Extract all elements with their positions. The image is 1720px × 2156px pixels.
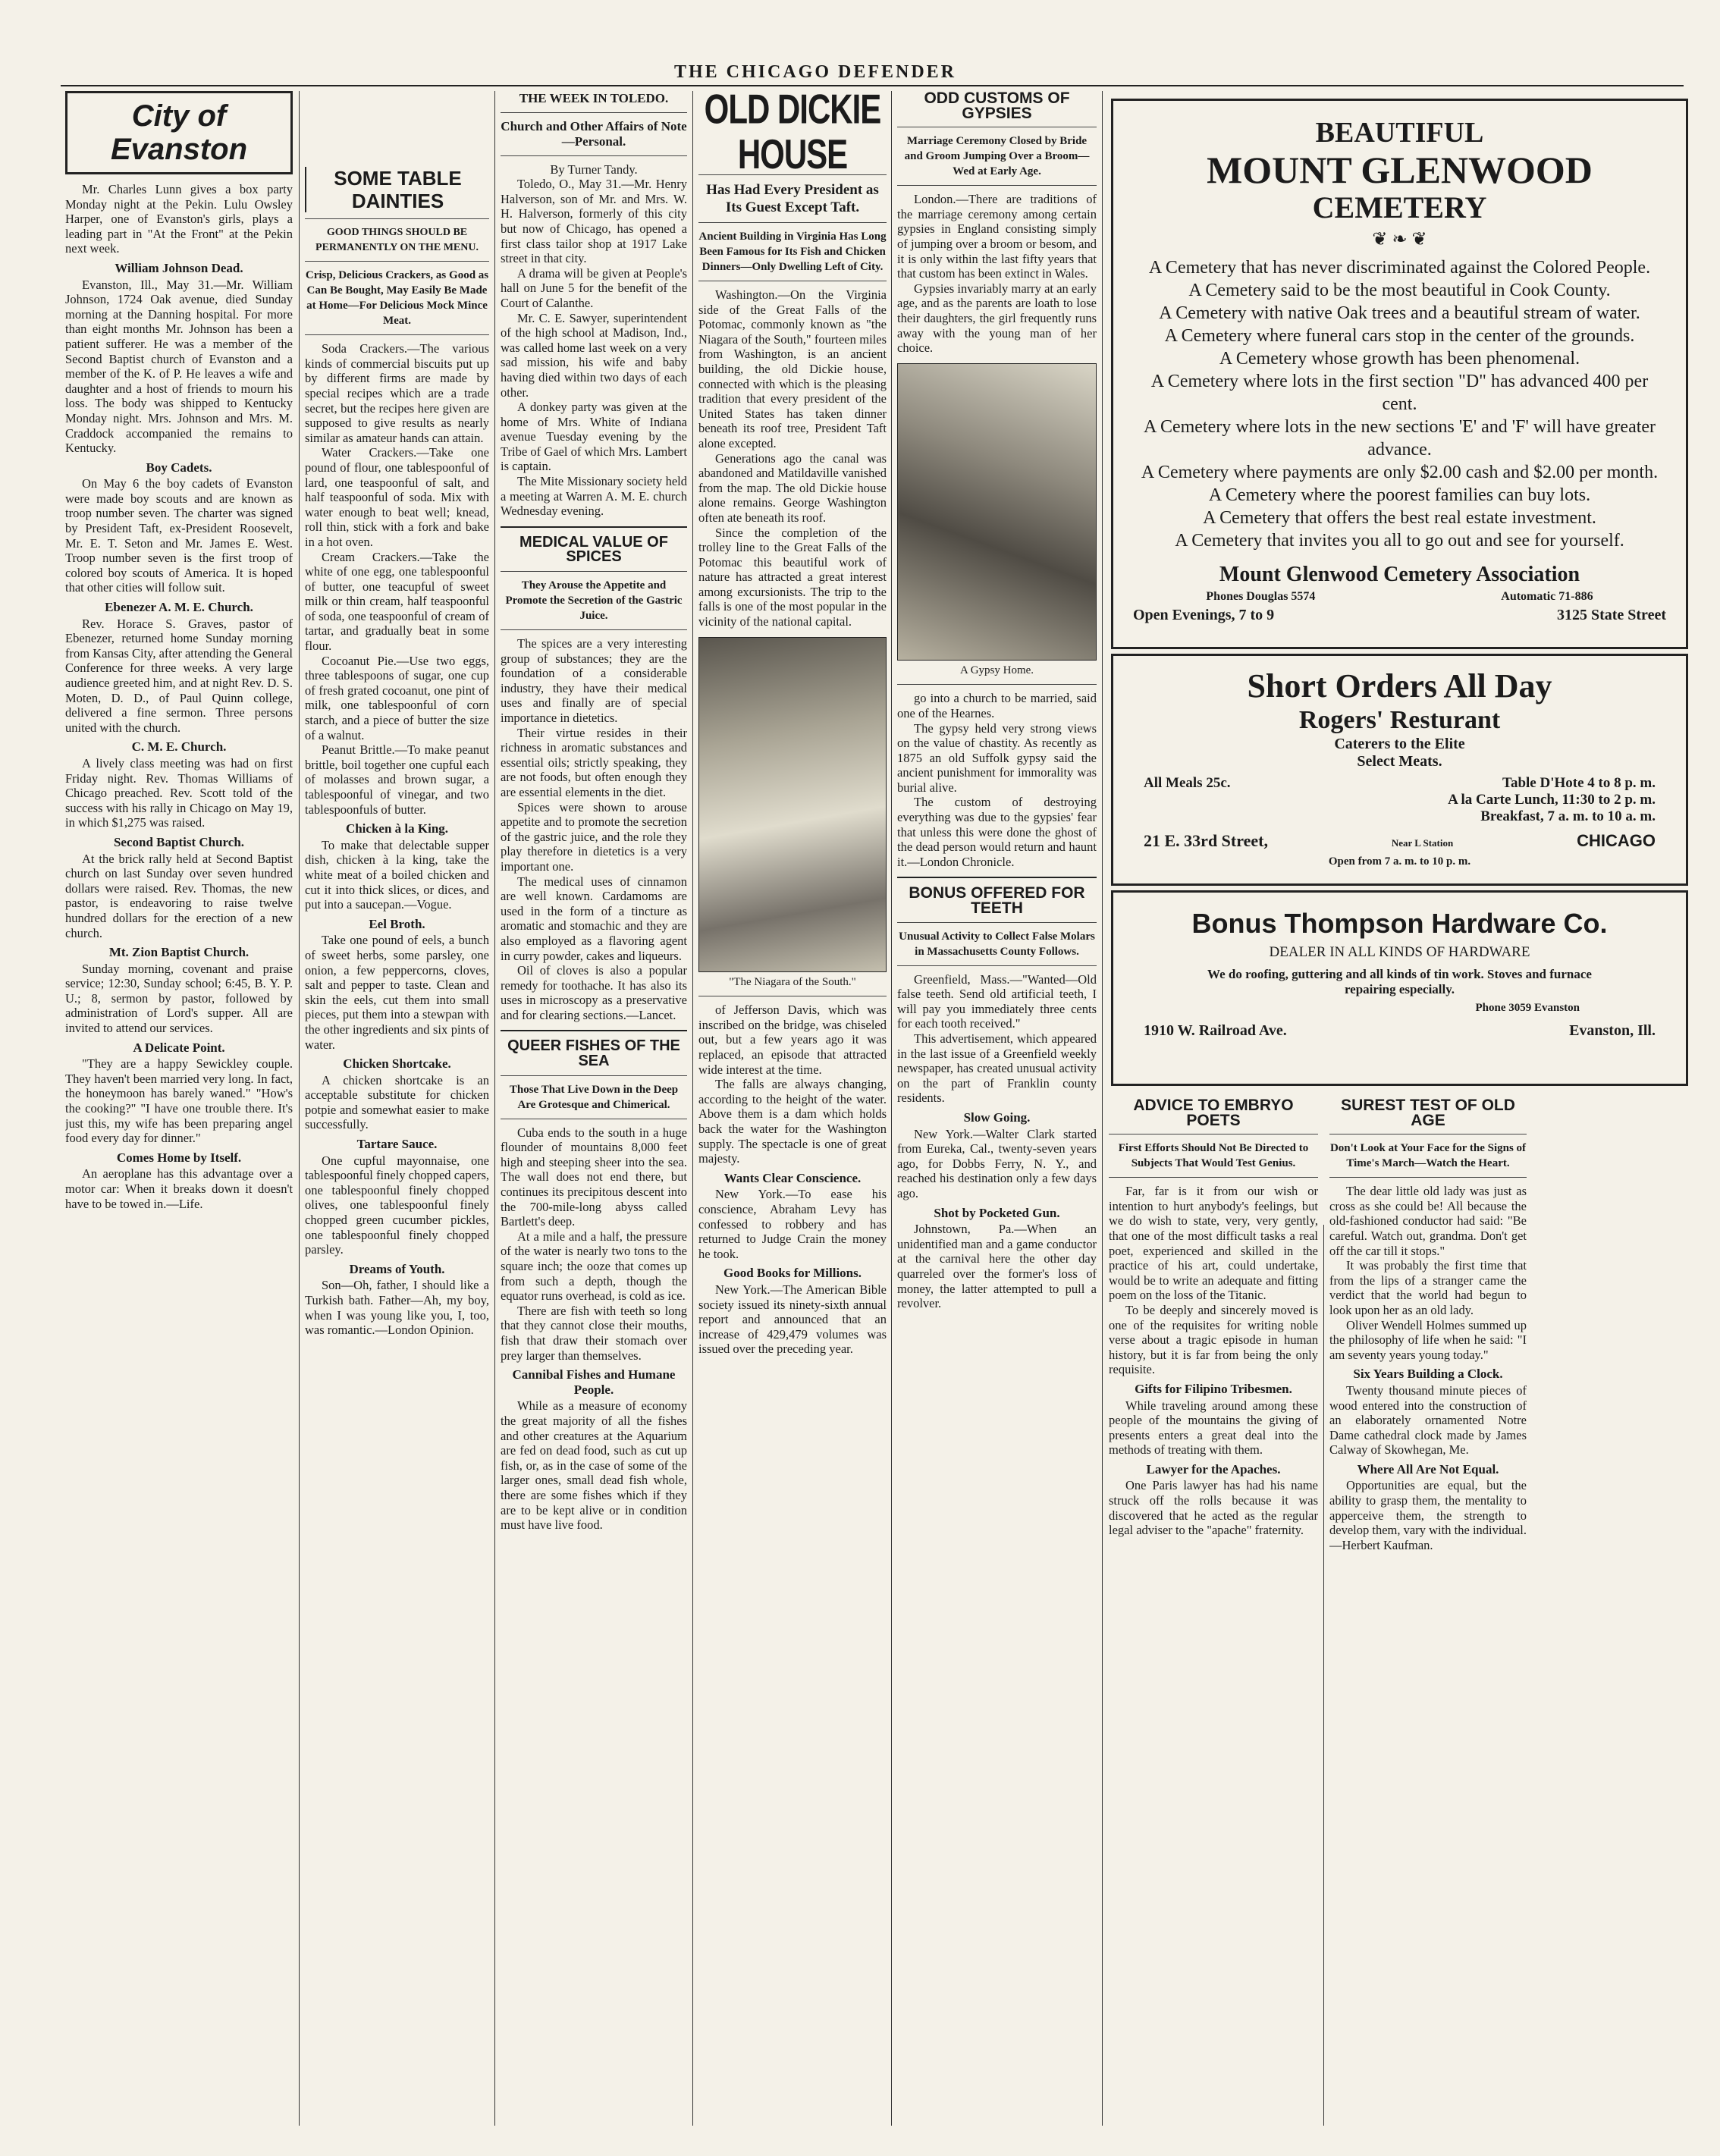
subhead: Comes Home by Itself. [116, 1150, 242, 1165]
subhead: Boy Cadets. [146, 460, 212, 475]
article-paragraph: The custom of destroying everything was due to the gypsies' fear that unless this were done the ghost of the dead person would return and haunt it.—London Chronicle. [897, 795, 1097, 869]
article-paragraph: Oliver Wendell Holmes summed up the philosophy of life when he said: "I am seventy years young today." [1329, 1317, 1527, 1362]
article-paragraph: While as a measure of economy the great majority of all the fishes and other creatures at the Aquarium are fed on dead food, such as cut up fish, or, as in the case of some of the larger ones, small dead fish whole, there are some fishes which if they are to be kept alive or in condition must have live food. [501, 1398, 687, 1533]
subhead: William Johnson Dead. [115, 260, 243, 275]
article-headline: BONUS OFFERED FOR TEETH [909, 884, 1085, 918]
ad-phone: Phones Douglas 5574 [1206, 590, 1316, 603]
article-paragraph: Opportunities are equal, but the ability to grasp them, the mentality to apperceive them, the strength to develop them, vary with the individual.—Herbert Kaufman. [1329, 1478, 1527, 1552]
ad-hours: Open from 7 a. m. to 10 p. m. [1328, 855, 1471, 868]
article-deck: Crisp, Delicious Crackers, as Good as Can Be Bought, May Easily Be Made at Home—For Delicious Mock Mince Meat. [305, 269, 489, 328]
column-rule [891, 91, 892, 2126]
ad-hours: Breakfast, 7 a. m. to 10 a. m. [1480, 808, 1656, 824]
article-paragraph: It was probably the first time that from the lips of a stranger came the verdict that the world had begun to look upon her as an old lady. [1329, 1258, 1527, 1317]
ad-line: A Cemetery that invites you all to go out and see for yourself. [1175, 531, 1624, 551]
subhead: Dreams of Youth. [349, 1261, 445, 1276]
subhead: Where All Are Not Equal. [1357, 1461, 1499, 1477]
article-paragraph: London.—There are traditions of the marriage ceremony among certain gypsies in England consisting simply of jumping over a broom or besom, and it is only within the last fifty years that that custom has been extinct in Wales. [897, 192, 1097, 281]
ad-line: A Cemetery that has never discriminated against the Colored People. [1148, 258, 1651, 278]
gypsies-column [897, 91, 1097, 2126]
article-paragraph: The gypsy held very strong views on the value of chastity. As recently as 1875 an old Suffolk gypsy said the ancient punishment for immorality was burial alive. [897, 720, 1097, 795]
article-paragraph: "They are a happy Sewickley couple. They haven't been married very long. In fact, the honeymoon has barely waned." "How's the cooking?" "I have one trouble there. It's just this, my wife has been preparing angel food every day for dinner." [65, 1056, 293, 1146]
ad-hours: A la Carte Lunch, 11:30 to 2 p. m. [1448, 792, 1656, 808]
ad-tagline: Select Meats. [1357, 753, 1442, 770]
ad-line: A Cemetery where lots in the first section "D" has advanced 400 per cent. [1150, 372, 1649, 414]
ad-price: All Meals 25c. [1144, 775, 1231, 791]
subhead: Chicken Shortcake. [343, 1056, 451, 1072]
ad-text: We do roofing, guttering and all kinds of tin work. Stoves and furnace repairing especially. [1207, 967, 1592, 996]
article-paragraph: Gypsies invariably marry at an early age, and as the parents are loath to lose their daughters, the girl frequently runs away with the young man of her choice. [897, 281, 1097, 356]
article-paragraph: Water Crackers.—Take one pound of flour, one tablespoonful of lard, one teaspoonful of salt, and half teaspoonful of soda. Mix with water enough to beat well; knead, roll thin, stick with a fork and bake in a hot oven. [305, 445, 489, 549]
article-paragraph: Mr. C. E. Sawyer, superintendent of the high school at Madison, Ind., was called home last week on a very sad mission, his wife and baby having died within two days of each other. [501, 310, 687, 400]
dainties-column [305, 91, 489, 2126]
ad-city: Evanston, Ill. [1569, 1022, 1656, 1039]
ad-line: A Cemetery with native Oak trees and a beautiful stream of water. [1159, 303, 1640, 323]
article-paragraph: To be deeply and sincerely moved is one of the requisites for writing noble verse about a tragic episode in human history, but it is far from being the only requisite. [1109, 1302, 1318, 1377]
article-paragraph: At a mile and a half, the pressure of the water is nearly two tons to the square inch; the ooze that comes up from such a depth, though the equator runs overhead, is cold as ice. [501, 1229, 687, 1304]
article-paragraph: The Mite Missionary society held a meeting at Warren A. M. E. church Wednesday evening. [501, 474, 687, 519]
gypsy-home-photo [897, 363, 1097, 661]
ornament-icon: ❦ ❧ ❦ [1372, 230, 1427, 249]
article-paragraph: Take one pound of eels, a bunch of sweet herbs, some parsley, one onion, a few peppercorns, cloves, salt and pepper to taste. Clean and skin the eels, cut them into small pieces, put them into a stewpan with the other ingredients and six pints of water. [305, 933, 489, 1052]
article-paragraph: Cocoanut Pie.—Use two eggs, three tablespoons of sugar, one cup of fresh grated cocoanut, one pint of milk, one tablespoonful of corn starch, and a piece of butter the size of a walnut. [305, 653, 489, 742]
article-paragraph: The medical uses of cinnamon are well known. Cardamoms are used in the form of a tincture as aromatic and stomachic and they are also employed as a flavoring agent in curry powder, cakes and liqueurs. [501, 874, 687, 963]
ad-tagline: Caterers to the Elite [1334, 736, 1465, 752]
ad-association: Mount Glenwood Cemetery Association [1219, 563, 1580, 586]
ad-hours: Open Evenings, 7 to 9 [1133, 607, 1275, 623]
article-paragraph: One Paris lawyer has had his name struck off the rolls because it was discovered that he acted as the regular legal adviser to the "apache" fraternity. [1109, 1478, 1318, 1538]
article-paragraph: Spices were shown to arouse appetite and to promote the secretion of the gastric juice, and the role they play therefore in dietetics is a very important one. [501, 799, 687, 874]
column-rule [1102, 91, 1103, 2126]
article-paragraph: of Jefferson Davis, which was inscribed on the bridge, was chiseled out, but a few years ago it was replaced, an episode that attracted wide interest at the time. [698, 1003, 887, 1077]
article-paragraph: New York.—The American Bible society issued its ninety-sixth annual report and announced that an increase of 429,479 volumes was issued over the preceding year. [698, 1282, 887, 1357]
ad-subtitle: DEALER IN ALL KINDS OF HARDWARE [1269, 944, 1530, 960]
subhead: Gifts for Filipino Tribesmen. [1135, 1381, 1292, 1396]
article-paragraph: Their virtue resides in their richness in aromatic substances and essential oils; strictly speaking, they are not foods, but often enough they are essential elements in the diet. [501, 725, 687, 799]
article-paragraph: One cupful mayonnaise, one tablespoonful finely chopped capers, one tablespoonful finely chopped olives, one tablespoonful finely chopped green cucumber pickles, one tablespoonful finely chopped parsley. [305, 1153, 489, 1257]
ad-title: Bonus Thompson Hardware Co. [1191, 908, 1608, 939]
article-deck: Ancient Building in Virginia Has Long Been Famous for Its Fish and Chicken Dinners—Only Dwelling Left of City. [698, 231, 887, 273]
article-paragraph: A chicken shortcake is an acceptable substitute for chicken potpie and somewhat easier to make successfully. [305, 1072, 489, 1132]
article-paragraph: The falls are always changing, according to the height of the water. Above them is a dam which holds back the water for the Washington supply. The spectacle is one of great majesty. [698, 1077, 887, 1166]
ad-address: 21 E. 33rd Street, [1144, 831, 1268, 850]
ad-line: A Cemetery where funeral cars stop in the center of the grounds. [1164, 326, 1635, 346]
article-paragraph: Greenfield, Mass.—"Wanted—Old false teeth. Send old artificial teeth, I will pay you immediately three cents for each tooth received." [897, 971, 1097, 1031]
subhead: Good Books for Millions. [723, 1266, 862, 1281]
article-paragraph: Sunday morning, covenant and praise service; 12:30, Sunday school; 6:45, B. Y. P. U.; 8, sermon by pastor, followed by administration of Lord's supper. All are invited to attend our services. [65, 961, 293, 1036]
article-paragraph: There are fish with teeth so long that they cannot close their mouths, fish that draw their stomach over prey larger than themselves. [501, 1303, 687, 1363]
article-paragraph: Washington.—On the Virginia side of the Great Falls of the Potomac, commonly known as "the Niagara of the South," fourteen miles from Washington, is an ancient building, the old Dickie house, connected with which is the pleasing tradition that every president of the United States has taken dinner beneath its roof tree, President Taft alone excepted. [698, 287, 887, 450]
evanston-column [65, 91, 293, 2126]
masthead-rule [61, 85, 1684, 86]
article-deck: Those That Live Down in the Deep Are Grotesque and Chimerical. [509, 1083, 679, 1111]
article-paragraph: Far, far is it from our wish or intention to hurt anybody's feelings, but we do wish to state, very, very gently, that one of the most difficult tasks a real poet, experienced and skilled in the practice of his art, could undertake, would be to write an adequate and fitting poem on the loss of the Titanic. [1109, 1184, 1318, 1303]
article-headline: SUREST TEST OF OLD AGE [1341, 1098, 1515, 1129]
article-paragraph: To make that delectable supper dish, chicken à la king, take the white meat of a boiled chicken and cut it into thick slices, or dices, and put into a saucepan.—Vogue. [305, 837, 489, 912]
article-paragraph: A donkey party was given at the home of Mrs. White of Indiana avenue Tuesday evening by the Tribe of Gael of which Mrs. Lambert is captain. [501, 400, 687, 474]
ad-address: 1910 W. Railroad Ave. [1144, 1022, 1287, 1039]
subhead: Chicken à la King. [345, 821, 449, 836]
subhead: Cannibal Fishes and Humane People. [512, 1367, 676, 1397]
article-paragraph: A drama will be given at People's hall on June 5 for the benefit of the Court of Calanthe. [501, 265, 687, 310]
rogers-ad [1111, 654, 1688, 886]
article-headline: QUEER FISHES OF THE SEA [507, 1037, 680, 1070]
article-deck: First Efforts Should Not Be Directed to Subjects That Would Test Genius. [1118, 1142, 1309, 1170]
ad-city: CHICAGO [1577, 831, 1656, 850]
article-deck: Don't Look at Your Face for the Signs of Time's March—Watch the Heart. [1329, 1142, 1527, 1170]
article-headline: OLD DICKIE HOUSE [704, 91, 881, 177]
photo-caption: "The Niagara of the South." [729, 975, 856, 988]
subhead: Mt. Zion Baptist Church. [108, 945, 250, 960]
dickie-column [698, 91, 887, 2126]
article-paragraph: Johnstown, Pa.—When an unidentified man and a game conductor at the carnival here the other day quarreled over the former's loss of money, the latter attempted to pull a revolver. [897, 1222, 1097, 1311]
article-paragraph: The dear little old lady was just as cross as she could be! All because the old-fashioned conductor had said: "Be careful. Watch out, grandma. Don't get off the car till it stops." [1329, 1184, 1527, 1258]
subhead: Six Years Building a Clock. [1353, 1367, 1503, 1382]
article-paragraph: Oil of cloves is also a popular remedy for toothache. It has also its uses in microscopy as a preservative and for clearing sections.—Lancet. [501, 963, 687, 1022]
article-paragraph: The spices are a very interesting group of substances; they are the foundation of a considerable industry, they have their medical uses and finally are of special importance in dietetics. [501, 636, 687, 725]
byline: By Turner Tandy. [550, 162, 638, 177]
ad-line: A Cemetery where lots in the new sections 'E' and 'F' will have greater advance. [1143, 417, 1656, 460]
article-paragraph: An aeroplane has this advantage over a motor car: When it breaks down it doesn't have to be towed in.—Life. [65, 1166, 293, 1211]
article-paragraph: New York.—To ease his conscience, Abraham Levy has confessed to robbery and has returned to Judge Crain the money he took. [698, 1187, 887, 1261]
article-paragraph: Toledo, O., May 31.—Mr. Henry Halverson, son of Mr. and Mrs. W. H. Halverson, formerly of this city but now of Chicago, has opened a first class tailor shop at 1917 Lake street in that city. [501, 177, 687, 266]
article-paragraph: Peanut Brittle.—To make peanut brittle, boil together one cupful each of molasses and brown sugar, a tablespoonful of vinegar, and two tablespoonfuls of butter. [305, 742, 489, 817]
article-paragraph: While traveling around among these people of the mountains the giving of presents enters a great deal into the methods of treating with them. [1109, 1398, 1318, 1458]
article-deck: Unusual Activity to Collect False Molars in Massachusetts County Follows. [899, 930, 1095, 958]
ad-line: A Cemetery whose growth has been phenomenal. [1219, 349, 1580, 369]
ad-line: A Cemetery where payments are only $2.00 cash and $2.00 per month. [1141, 463, 1659, 482]
article-paragraph: Soda Crackers.—The various kinds of commercial biscuits put up by different firms are made by special recipes which are a trade secret, but the recipes here given are supposed to give results as nearly similar as amateur hands can attain. [305, 341, 489, 445]
evanston-intro: Mr. Charles Lunn gives a box party Monday night at the Pekin. Lulu Owsley Harper, one of Evanston's girls, plays a leading part in "At the Front" at the Pekin next week. [65, 182, 293, 256]
ad-line: A Cemetery where the poorest families can buy lots. [1208, 485, 1591, 505]
subhead: Shot by Pocketed Gun. [934, 1205, 1060, 1220]
article-paragraph: Generations ago the canal was abandoned and Matildaville vanished from the map. The old Dickie house alone remains. George Washington often ate beneath its roof. [698, 450, 887, 525]
article-paragraph: Evanston, Ill., May 31.—Mr. William Johnson, 1724 Oak avenue, died Sunday morning at the Danning hospital. For more than eight months Mr. Johnson has been a patient sufferer. He was a member of the Second Baptist church of Evanston and a member of the K. of P. He leaves a wife and daughter and a host of friends to mourn his loss. The body was shipped to Kentucky Monday night. Mrs. Johnson and Mrs. M. Craddock accompanied the remains to Kentucky. [65, 277, 293, 456]
ad-line: A Cemetery said to be the most beautiful in Cook County. [1188, 281, 1611, 300]
ad-address: 3125 State Street [1556, 607, 1666, 623]
article-headline: ODD CUSTOMS OF GYPSIES [924, 91, 1070, 122]
ad-phone: Phone 3059 Evanston [1475, 1002, 1580, 1014]
ad-line: A Cemetery that offers the best real estate investment. [1203, 508, 1596, 528]
article-paragraph: Cream Crackers.—Take the white of one egg, one tablespoonful of butter, one teacupful of sweet milk or thin cream, half teaspoonful of soda, one teaspoonful of cream of tartar, and gradually beat in some flour. [305, 549, 489, 654]
ad-name: Rogers' Resturant [1298, 706, 1501, 734]
ad-title: BEAUTIFUL [1315, 117, 1484, 149]
article-paragraph: Rev. Horace S. Graves, pastor of Ebenezer, returned home Sunday morning from Kansas City, after attending the General Conference for three weeks. A very large audience greeted him, and at night Rev. D. S. Moten, D. D., of Paul Quinn college, delivered a fine sermon. Three persons united with the church. [65, 616, 293, 735]
article-deck: Church and Other Affairs of Note—Personal. [501, 118, 687, 149]
article-headline: THE WEEK IN TOLEDO. [519, 91, 669, 105]
ad-hours: Table D'Hote 4 to 8 p. m. [1502, 775, 1656, 791]
subhead: Lawyer for the Apaches. [1146, 1461, 1281, 1477]
column-rule [299, 91, 300, 2126]
article-paragraph: A lively class meeting was had on first Friday night. Rev. Thomas Williams of Chicago preached. Rev. Scott told of the success with his rally in Chicago on May 19, in which $1,275 was raised. [65, 755, 293, 830]
ad-phone: Automatic 71-886 [1501, 590, 1593, 603]
article-deck: Marriage Ceremony Closed by Bride and Groom Jumping Over a Broom—Wed at Early Age. [904, 135, 1090, 178]
cemetery-ad [1111, 99, 1688, 649]
article-paragraph: On May 6 the boy cadets of Evanston were made boy scouts and are known as troop number seven. The charter was signed by President Taft, ex-President Roosevelt, Mr. E. T. Seton and Mr. James E. West. Troop number seven is the first troop of colored boy scouts of America. It is hoped that other cities will follow suit. [65, 476, 293, 595]
article-paragraph: Twenty thousand minute pieces of wood entered into the construction of an elaborately ornamented Notre Dame cathedral clock made by James Calway of Skowhegan, Me. [1329, 1382, 1527, 1458]
article-deck: GOOD THINGS SHOULD BE PERMANENTLY ON THE MENU. [315, 227, 479, 253]
ad-title: CEMETERY [1312, 190, 1487, 224]
article-paragraph: Since the completion of the trolley line to the Great Falls of the Potomac this beautiful work of nature has attracted a great interest among excursionists. The trip to the falls is one of the most popular in the vicinity of the national capital. [698, 525, 887, 629]
article-paragraph: Son—Oh, father, I should like a Turkish bath. Father—Ah, my boy, when I was young like you, I, too, was romantic.—London Opinion. [305, 1278, 489, 1338]
oldage-column [1329, 1098, 1527, 2126]
article-deck: Has Had Every President as Its Guest Except Taft. [706, 182, 879, 215]
article-paragraph: go into a church to be married, said one of the Hearnes. [897, 691, 1097, 720]
article-deck: They Arouse the Appetite and Promote the Secretion of the Gastric Juice. [505, 579, 683, 623]
column-rule [1323, 1225, 1324, 2126]
article-paragraph: This advertisement, which appeared in the last issue of a Greenfield weekly newspaper, has created unusual activity on the part of Franklin county residents. [897, 1031, 1097, 1106]
subhead: C. M. E. Church. [131, 739, 227, 755]
article-paragraph: Cuba ends to the south in a huge flounder of mountains 8,000 feet high and steeping sheer into the sea. The wall does not end there, but continues its precipitous descent into the 700-mile-long abyss called Bartlett's deep. [501, 1125, 687, 1229]
subhead: Second Baptist Church. [113, 834, 245, 849]
ad-title: Short Orders All Day [1247, 667, 1552, 705]
article-headline: SOME TABLE DAINTIES [305, 167, 489, 212]
article-headline: MEDICAL VALUE OF SPICES [519, 533, 668, 566]
article-headline: ADVICE TO EMBRYO POETS [1133, 1098, 1294, 1129]
subhead: Slow Going. [963, 1109, 1031, 1125]
subhead: Tartare Sauce. [356, 1137, 438, 1152]
masthead-title: THE CHICAGO DEFENDER [673, 62, 957, 82]
ad-note: Near L Station [1391, 837, 1454, 849]
subhead: Eel Broth. [369, 916, 425, 931]
niagara-photo [698, 637, 887, 972]
photo-caption: A Gypsy Home. [959, 664, 1034, 676]
subhead: Wants Clear Conscience. [723, 1170, 862, 1185]
section-title: City of Evanston [65, 91, 293, 174]
poets-column [1109, 1098, 1318, 2126]
article-paragraph: At the brick rally held at Second Baptist church on last Sunday over seven hundred dollars were raised. Rev. Thomas, the new pastor, is endeavoring to raise twelve hundred dollars for the erection of a new church. [65, 851, 293, 940]
article-paragraph: New York.—Walter Clark started from Eureka, Cal., twenty-seven years ago, for Dobbs Ferry, N. Y., and reached his destination only a few days ago. [897, 1126, 1097, 1200]
subhead: A Delicate Point. [133, 1040, 225, 1055]
column-rule [692, 91, 693, 2126]
subhead: Ebenezer A. M. E. Church. [105, 600, 253, 615]
thompson-ad [1111, 890, 1688, 1086]
column-rule [494, 91, 495, 2126]
toledo-column [501, 91, 687, 2126]
ad-title: MOUNT GLENWOOD [1207, 149, 1593, 191]
